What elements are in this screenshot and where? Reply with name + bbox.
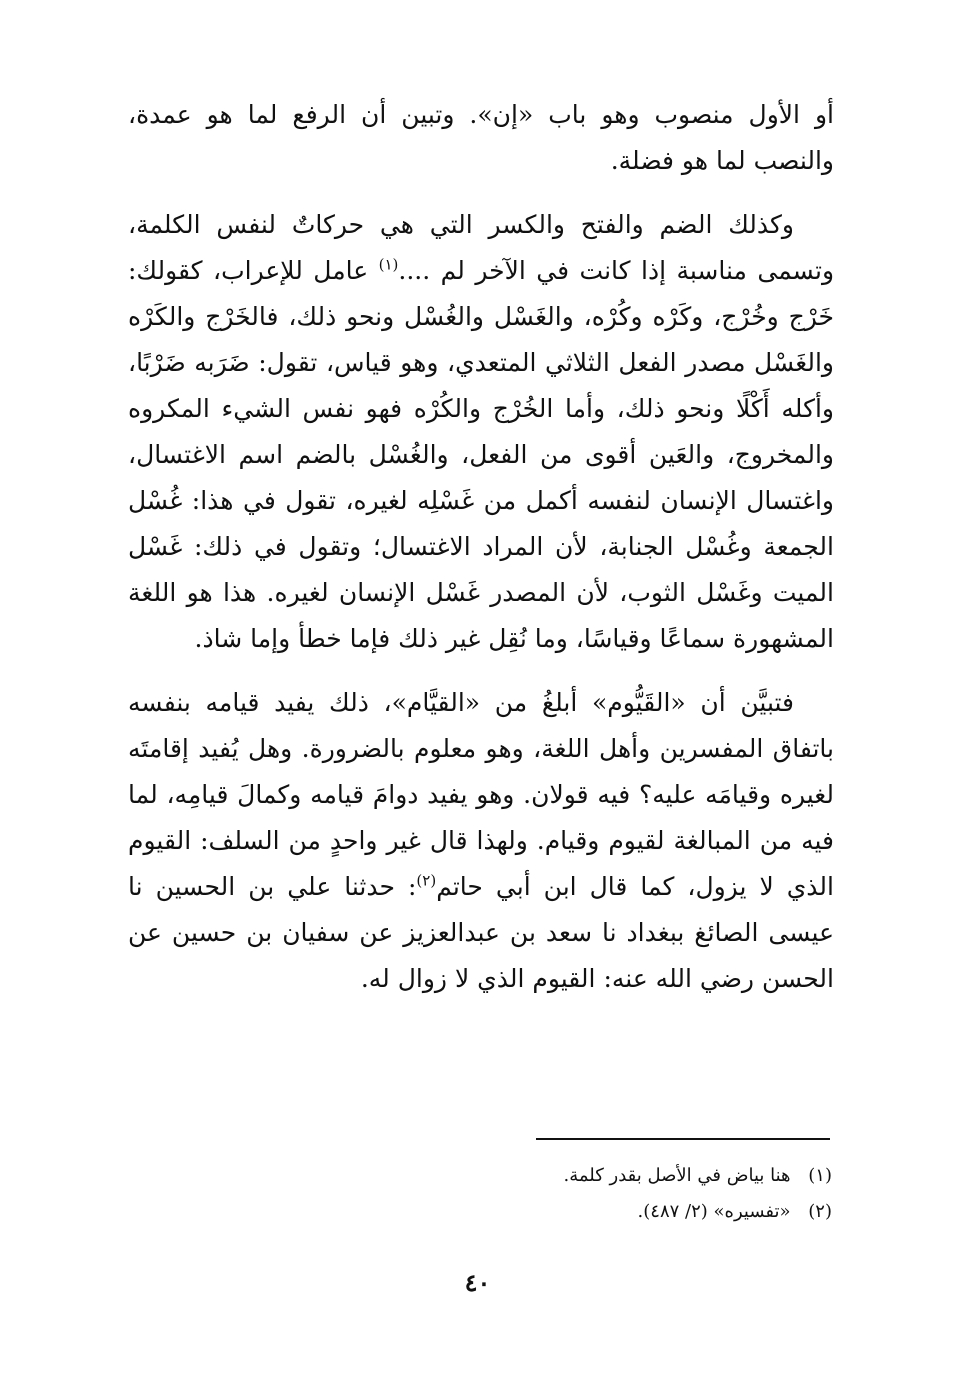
footnote-1-number: (١) — [808, 1165, 832, 1186]
paragraph-1-text: أو الأول منصوب وهو باب «إن». وتبين أن الرفع لما هو عمدة، والنصب لما هو فضلة. — [128, 100, 834, 175]
paragraph-3-text-a: فتبيَّن أن «القَيُّوم» أبلغُ من «القيَّام»، ذلك يفيد قيامه بنفسه باتفاق المفسرين وأهل اللغة، وهو معلوم بالضرورة. وهل يُفيد إقامتَه لغيره وقيامَه عليه؟ فيه قولان. وهو يفيد دوامَ قيامه وكمالَ قيامِه، لما فيه من المبالغة لقيوم وقيام. ولهذا قال غير واحدٍ من السلف: القيوم الذي لا يزول، كما قال ابن أبي حاتم — [128, 688, 834, 901]
footnote-2 — [300, 1194, 832, 1230]
footnote-2-number: (٢) — [808, 1201, 832, 1222]
paragraph-3 — [128, 680, 834, 1002]
paragraph-3-text-b: : حدثنا علي بن الحسين نا عيسى الصائغ ببغداد نا سعد بن عبدالعزيز عن سفيان بن حسين عن الحسن رضي الله عنه: القيوم الذي لا زوال له. — [128, 872, 834, 993]
paragraph-2 — [128, 202, 834, 662]
footnote-divider — [536, 1138, 830, 1140]
footnote-ref-2: (٢) — [416, 871, 437, 890]
footnote-1 — [300, 1158, 832, 1194]
footnote-ref-1: (١) — [378, 255, 399, 274]
page-number: ٤٠ — [464, 1268, 491, 1297]
footnotes — [300, 1158, 832, 1230]
paragraph-2-text-b: عامل للإعراب، كقولك: خَرْج وخُرْج، وكَرْه وكُرْه، والغَسْل والغُسْل ونحو ذلك، فالخَرْج والكَرْه والغَسْل مصدر الفعل الثلاثي المتعدي، وهو قياس، تقول: ضَرَبه ضَرْبًا، وأكله أَكْلًا ونحو ذلك، وأما الخُرْج والكُرْه فهو نفس الشيء المكروه والمخروج، والعَين أقوى من الفعل، والغُسْل بالضم اسم الاغتسال، واغتسال الإنسان لنفسه أكمل من غَسْلِه لغيره، تقول في هذا: غُسْل الجمعة وغُسْل الجنابة، لأن المراد الاغتسال؛ وتقول في ذلك: غَسْل الميت وغَسْل الثوب، لأن المصدر غَسْل الإنسان لغيره. هذا هو اللغة المشهورة سماعًا وقياسًا، وما نُقِل غير ذلك فإما خطأ وإما شاذ. — [128, 256, 834, 653]
main-text — [128, 92, 834, 1020]
footnote-1-text: هنا بياض في الأصل بقدر كلمة. — [563, 1165, 791, 1186]
paragraph-2-text-a: وكذلك الضم والفتح والكسر التي هي حركاتٌ لنفس الكلمة، وتسمى مناسبة إذا كانت في الآخر لم .... — [128, 210, 835, 285]
footnote-2-text: «تفسيره» (٢/ ٤٨٧). — [637, 1201, 791, 1222]
paragraph-1 — [128, 92, 834, 184]
